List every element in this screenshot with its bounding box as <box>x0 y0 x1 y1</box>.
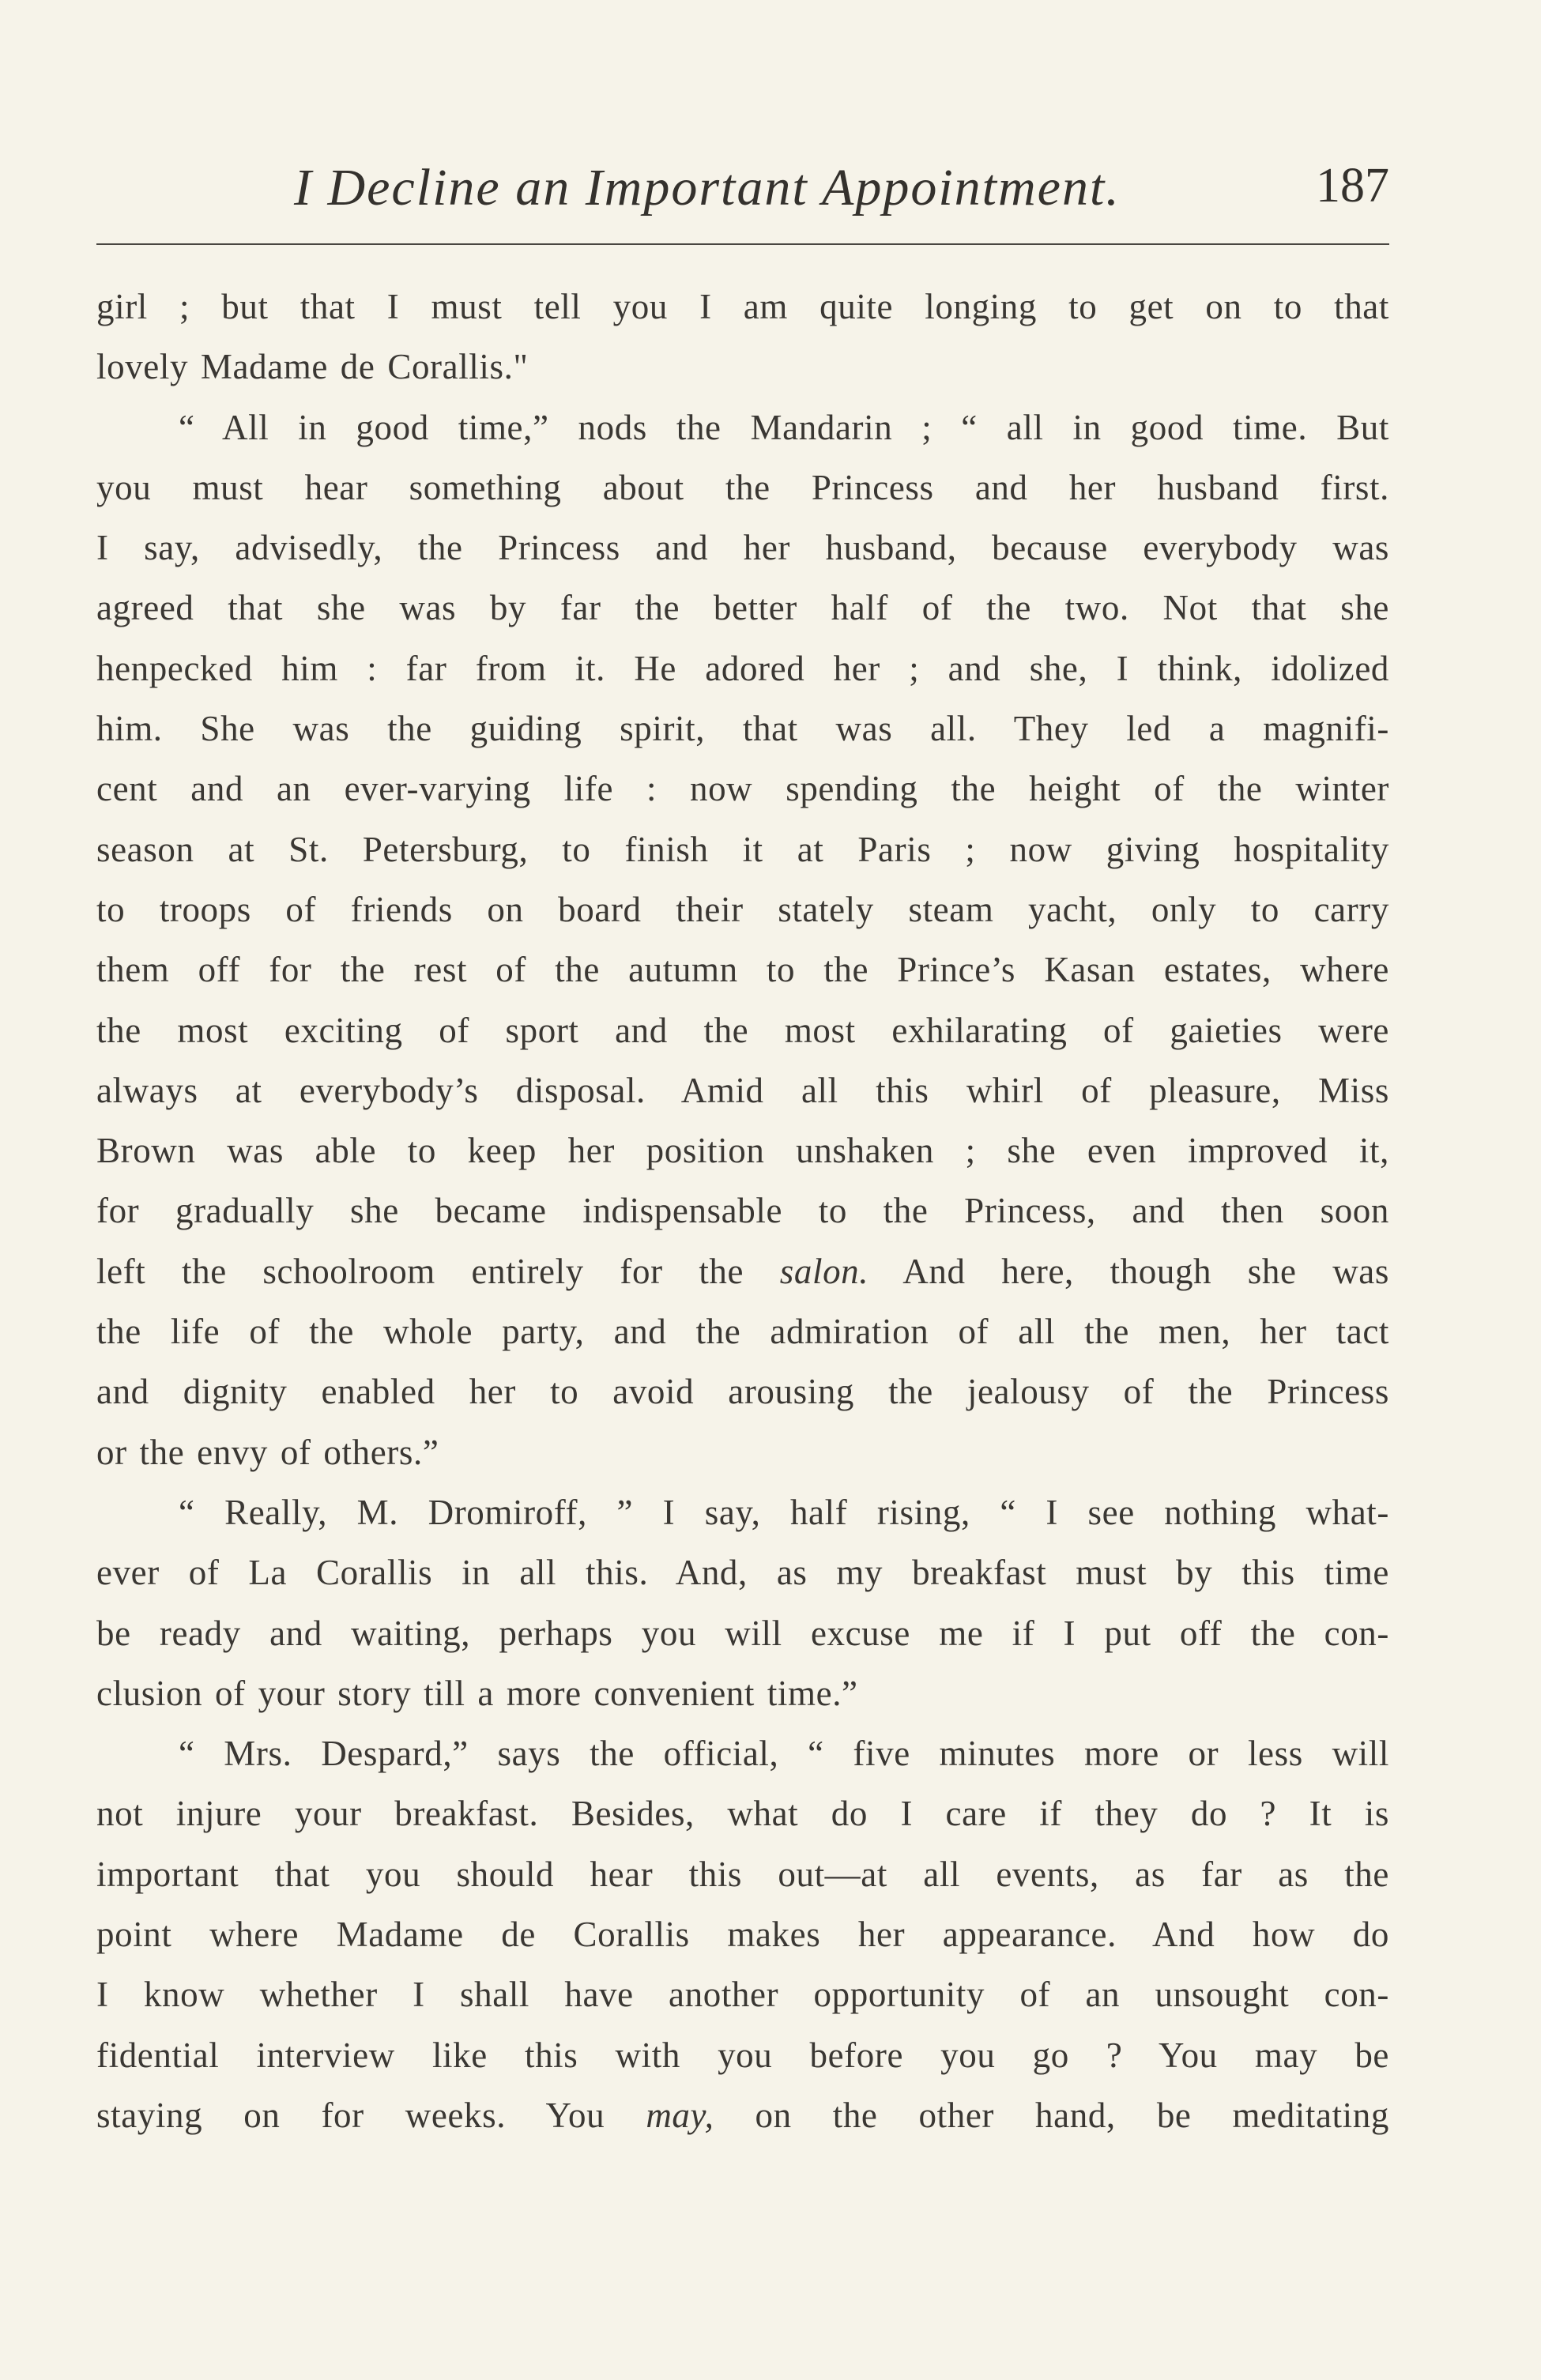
text-line <box>96 2025 1389 2085</box>
text-line <box>96 1120 1389 1181</box>
italic-word: may, <box>646 2095 714 2135</box>
line-text: the most exciting of sport and the most exhilarating of gaieties were <box>96 1010 1389 1050</box>
text-line <box>96 699 1389 759</box>
text-line <box>96 397 1389 458</box>
text-line <box>96 1301 1389 1361</box>
text-line <box>96 578 1389 638</box>
line-text: Brown was able to keep her position unshaken ; she even improved it, <box>96 1131 1389 1171</box>
line-text-continued: on the other hand, be meditating <box>714 2095 1389 2135</box>
line-text: important that you should hear this out—at all events, as far as the <box>96 1854 1389 1894</box>
line-text: the life of the whole party, and the admiration of all the men, her tact <box>96 1312 1389 1352</box>
line-text: for gradually she became indispensable to the Princess, and then soon <box>96 1191 1389 1231</box>
italic-word: salon. <box>779 1251 869 1291</box>
line-text: season at St. Petersburg, to finish it at Paris ; now giving hospitality <box>96 829 1389 869</box>
text-line <box>96 458 1389 518</box>
text-line <box>96 1603 1389 1663</box>
header-rule <box>96 243 1389 245</box>
line-text: staying on for weeks. You <box>96 2095 605 2135</box>
running-title: I Decline an Important Appointment. <box>294 159 1121 217</box>
line-text: lovely Madame de Corallis." <box>96 347 529 387</box>
line-text: ever of La Corallis in all this. And, as my breakfast must by this time <box>96 1553 1389 1593</box>
line-text: “ Really, M. Dromiroff, ” I say, half rising, “ I see nothing what- <box>179 1492 1389 1532</box>
line-text: be ready and waiting, perhaps you will excuse me if I put off the con- <box>96 1613 1389 1653</box>
line-text: and dignity enabled her to avoid arousing the jealousy of the Princess <box>96 1372 1389 1412</box>
line-text: them off for the rest of the autumn to the Prince’s Kasan estates, where <box>96 950 1389 990</box>
text-line <box>96 1904 1389 1964</box>
text-line <box>96 1241 1389 1301</box>
line-text: clusion of your story till a more convenient time.” <box>96 1673 858 1713</box>
text-line <box>96 277 1389 337</box>
page-number: 187 <box>1316 159 1389 213</box>
line-text: cent and an ever-varying life : now spending the height of the winter <box>96 769 1389 809</box>
text-line <box>96 879 1389 940</box>
line-text-continued: And here, though she was <box>868 1251 1389 1291</box>
line-text: fidential interview like this with you before you go ? You may be <box>96 2035 1389 2075</box>
text-line <box>96 819 1389 879</box>
line-text: to troops of friends on board their stately steam yacht, only to carry <box>96 889 1389 929</box>
text-line <box>96 1060 1389 1120</box>
text-line <box>96 1723 1389 1783</box>
text-line <box>96 1422 1389 1482</box>
text-line <box>96 1663 1389 1723</box>
line-text: not injure your breakfast. Besides, what do I care if they do ? It is <box>96 1794 1389 1834</box>
line-text: henpecked him : far from it. He adored her ; and she, I think, idolized <box>96 648 1389 688</box>
text-line <box>96 1783 1389 1843</box>
line-text: “ All in good time,” nods the Mandarin ; “ all in good time. But <box>179 407 1389 447</box>
text-line <box>96 1000 1389 1060</box>
text-line <box>96 1964 1389 2024</box>
text-line <box>96 638 1389 699</box>
text-line <box>96 759 1389 819</box>
text-line <box>96 2085 1389 2145</box>
text-line <box>96 1181 1389 1241</box>
line-text: agreed that she was by far the better half of the two. Not that she <box>96 588 1389 628</box>
line-text: “ Mrs. Despard,” says the official, “ five minutes more or less will <box>179 1734 1389 1774</box>
line-text: left the schoolroom entirely for the <box>96 1251 744 1291</box>
line-text: point where Madame de Corallis makes her appearance. And how do <box>96 1915 1389 1955</box>
page-header <box>96 142 1389 253</box>
line-text: him. She was the guiding spirit, that was all. They led a magnifi- <box>96 709 1389 749</box>
line-text: you must hear something about the Princess and her husband first. <box>96 467 1389 507</box>
line-text: always at everybody’s disposal. Amid all this whirl of pleasure, Miss <box>96 1070 1389 1110</box>
text-line <box>96 1844 1389 1904</box>
line-text: girl ; but that I must tell you I am quite longing to get on to that <box>96 287 1389 326</box>
text-line <box>96 337 1389 397</box>
text-line <box>96 1361 1389 1422</box>
body-text <box>96 277 1389 2145</box>
line-text: I say, advisedly, the Princess and her husband, because everybody was <box>96 528 1389 568</box>
text-line <box>96 1482 1389 1542</box>
line-text: I know whether I shall have another opportunity of an unsought con- <box>96 1975 1389 2015</box>
text-line <box>96 518 1389 578</box>
line-text: or the envy of others.” <box>96 1432 439 1472</box>
text-line <box>96 940 1389 1000</box>
text-line <box>96 1542 1389 1602</box>
